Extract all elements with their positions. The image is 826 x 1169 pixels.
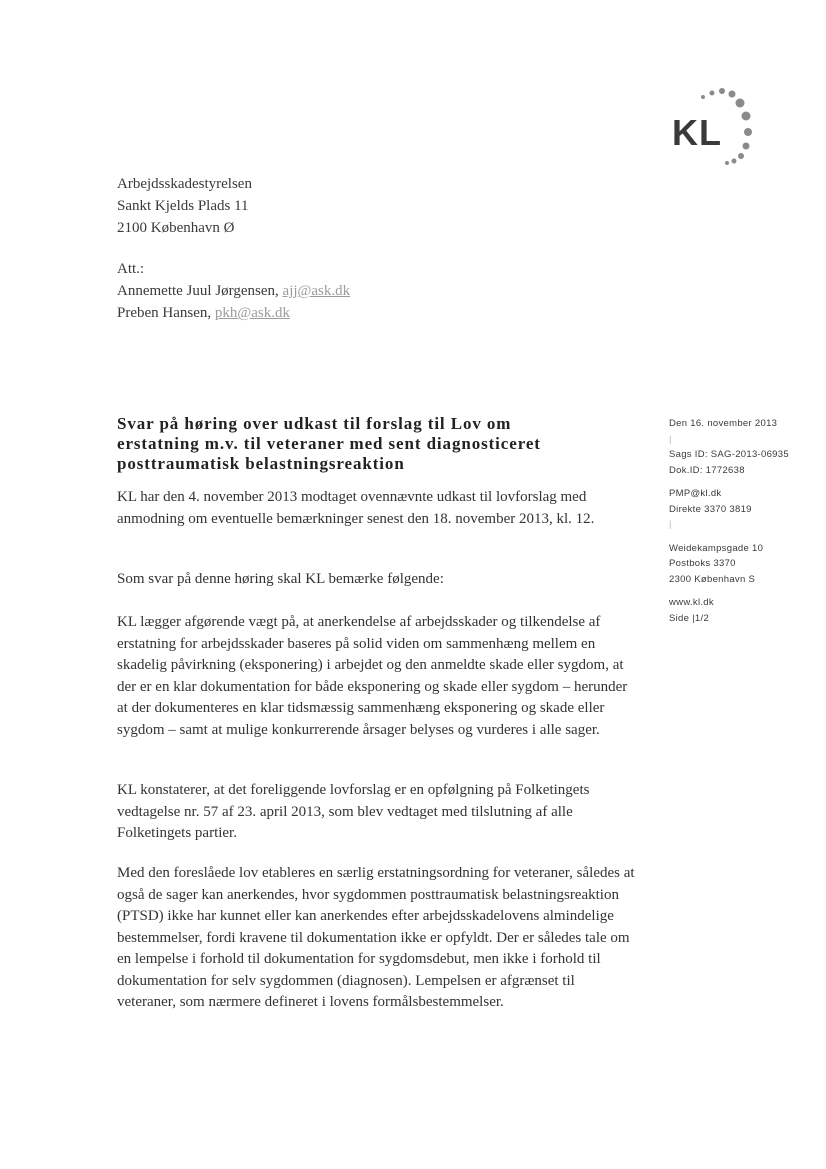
recipient-line: Arbejdsskadestyrelsen bbox=[117, 176, 252, 192]
kl-logo-text: KL bbox=[672, 112, 722, 153]
attention-person bbox=[117, 302, 350, 324]
kl-logo bbox=[660, 82, 770, 182]
body-paragraph: KL konstaterer, at det foreliggende lovforslag er en opfølgning på Folketingets vedtagelse nr. 57 af 23. april 2013, som blev vedtaget med tilslutning af alle Folketingets partier. bbox=[117, 782, 590, 841]
attention-person-name: Annemette Juul Jørgensen, bbox=[117, 283, 283, 299]
sidebar-dok-id: Dok.ID: 1772638 bbox=[669, 464, 745, 476]
sidebar-city: 2300 København S bbox=[669, 573, 756, 585]
sidebar-email: PMP@kl.dk bbox=[669, 488, 722, 499]
sidebar-separator: | bbox=[669, 433, 672, 445]
recipient-line: 2100 København Ø bbox=[117, 220, 235, 236]
attention-person-email[interactable]: ajj@ask.dk bbox=[282, 283, 351, 299]
recipient-line: Sankt Kjelds Plads 11 bbox=[117, 198, 249, 214]
sidebar-sags-id: Sags ID: SAG-2013-06935 bbox=[669, 449, 789, 460]
sidebar-postbox: Postboks 3370 bbox=[669, 558, 736, 569]
body-paragraph: KL har den 4. november 2013 modtaget ovennævnte udkast til lovforslag med anmodning om eventuelle bemærkninger senest den 18. november 2013, kl. 12. bbox=[117, 489, 595, 527]
sidebar-street: Weidekampsgade 10 bbox=[669, 542, 764, 554]
recipient-address bbox=[117, 173, 252, 239]
body-paragraph: Som svar på denne høring skal KL bemærke følgende: bbox=[117, 571, 444, 587]
sidebar-web: www.kl.dk bbox=[669, 597, 714, 608]
attention-person bbox=[117, 280, 350, 302]
sidebar-date: Den 16. november 2013 bbox=[669, 418, 778, 429]
sidebar-meta bbox=[669, 416, 789, 626]
attention-person-name: Preben Hansen, bbox=[117, 305, 215, 321]
sidebar-page: Side |1/2 bbox=[669, 612, 710, 624]
sidebar-separator: | bbox=[669, 519, 672, 530]
attention-label: Att.: bbox=[117, 261, 145, 277]
body-paragraph: KL lægger afgørende vægt på, at anerkendelse af arbejdsskader og tilkendelse af erstatning for arbejdsskader baseres på solid viden om sammenhæng mellem en skadelig påvirkning (eksponering) i arbejdet og den anmeldte skade eller sygdom, at der er en klar dokumentation for både eksponering og skade eller sygdom – herunder at der dokumenteres en klar tidsmæssig sammenhæng eksponering og skade eller sygdom – samt at mulige konkurrerende årsager belyses og vurderes i alle sager. bbox=[117, 614, 628, 738]
attention-block bbox=[117, 258, 350, 324]
letter-title: Svar på høring over udkast til forslag til Lov om erstatning m.v. til veteraner med sent diagnosticeret posttraumatisk belastningsreaktion bbox=[117, 414, 541, 473]
attention-person-email[interactable]: pkh@ask.dk bbox=[214, 305, 290, 321]
sidebar-direct: Direkte 3370 3819 bbox=[669, 503, 752, 515]
body-paragraph: Med den foreslåede lov etableres en særlig erstatningsordning for veteraner, således at også de sager kan anerkendes, hvor sygdommen posttraumatisk belastningsreaktion (PTSD) ikke har kunnet eller kan anerkendes efter arbejdsskadelovens almindelige bestemmelser, fordi kravene til dokumentation ikke er opfyldt. Der er således tale om en lempelse i forhold til dokumentation for sygdomsdebut, men ikke i forhold til dokumentation for selv sygdommen (diagnosen). Lempelsen er afgrænset til veteraner, som nærmere defineret i lovens formålsbestemmelser. bbox=[117, 865, 635, 1010]
